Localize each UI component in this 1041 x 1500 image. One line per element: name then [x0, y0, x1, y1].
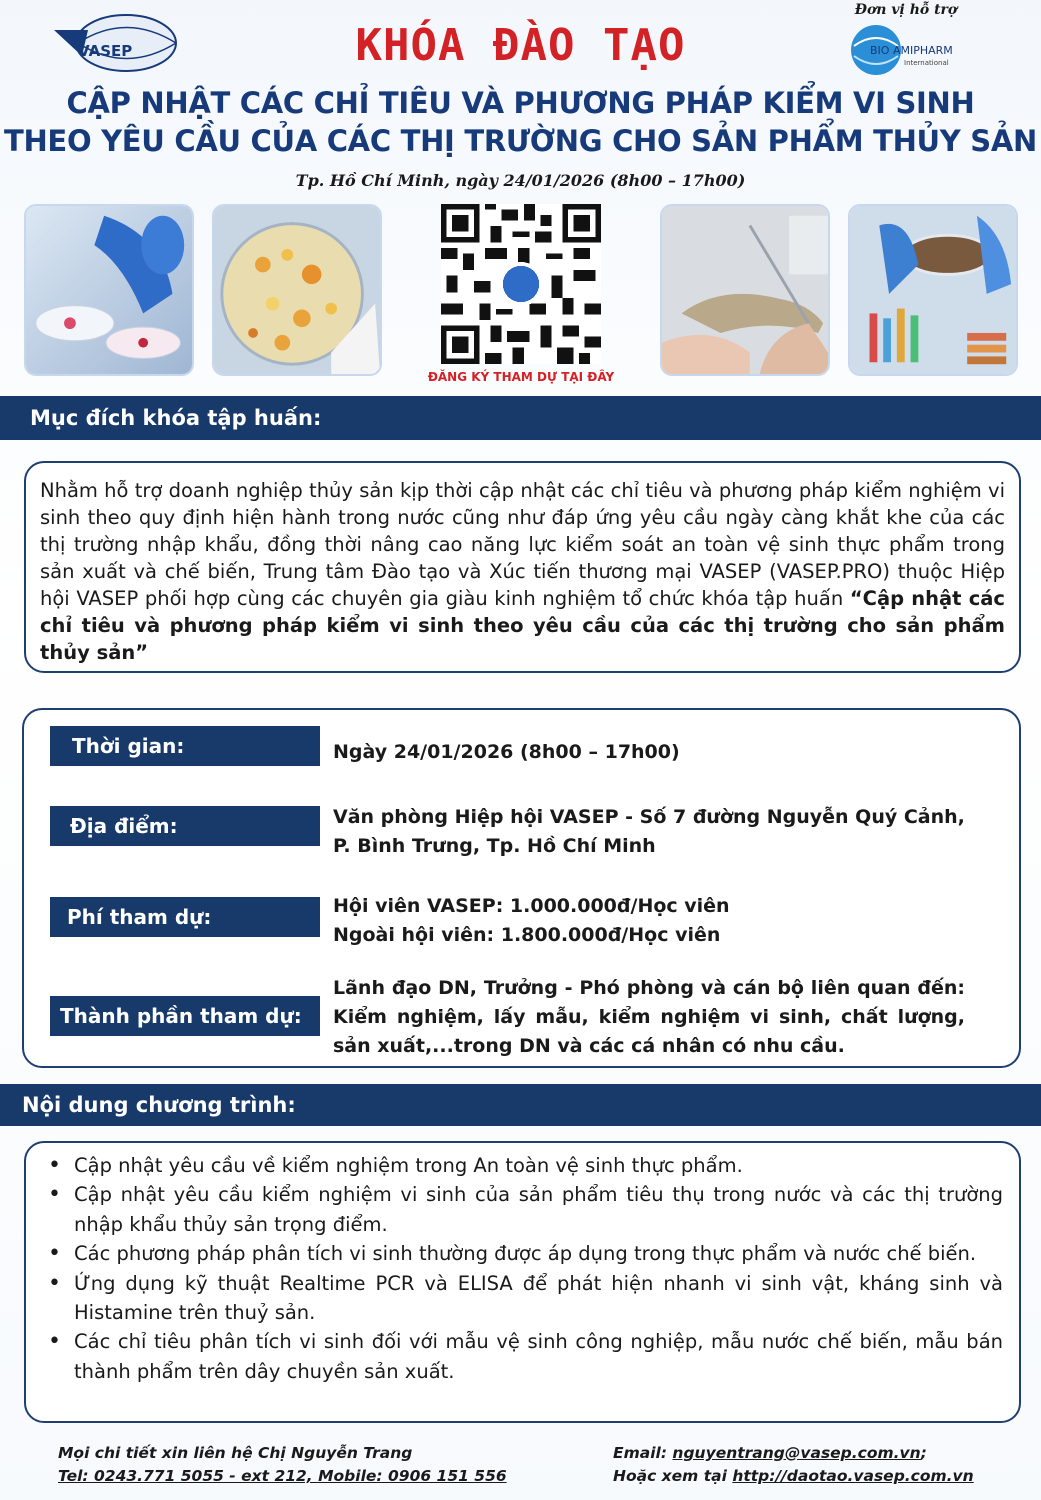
- vasep-logo-text: VASEP: [78, 42, 133, 60]
- program-list: [48, 1151, 1003, 1386]
- contact-person: Mọi chi tiết xin liên hệ Chị Nguyễn Trang: [58, 1444, 413, 1462]
- footer-contact: [58, 1442, 507, 1488]
- time-label: Thời gian:: [50, 726, 320, 766]
- bacteria-colony-photo: [212, 204, 382, 376]
- program-heading: Nội dung chương trình:: [0, 1084, 1041, 1126]
- attendees-label: Thành phần tham dự:: [50, 996, 320, 1036]
- program-item: • Ứng dụng kỹ thuật Realtime PCR và ELISA để phát hiện nhanh vi sinh vật, kháng sinh và Histamine trên thuỷ sản.: [48, 1269, 1003, 1328]
- website-line: [613, 1465, 974, 1488]
- contact-phone[interactable]: Tel: 0243.771 5055 - ext 212, Mobile: 0906 151 556: [58, 1467, 507, 1485]
- website-prefix: Hoặc xem tại: [613, 1467, 733, 1485]
- program-item: • Cập nhật yêu cầu kiểm nghiệm vi sinh của sản phẩm tiêu thụ trong nước và các thị trường nhập khẩu thủy sản trọng điểm.: [48, 1180, 1003, 1239]
- fee-non-member: Ngoài hội viên: 1.800.000đ/Học viên: [333, 924, 721, 946]
- attendees-value: Lãnh đạo DN, Trưởng - Phó phòng và cán bộ liên quan đến: Kiểm nghiệm, lấy mẫu, kiểm nghiệm vi sinh, chất lượng, sản xuất,...trong DN và các cá nhân có nhu cầu.: [333, 977, 965, 1057]
- email-line: [613, 1442, 974, 1465]
- shrimp-inspection-photo: [660, 204, 830, 376]
- purpose-text: [40, 477, 1005, 666]
- sponsor-label: Đơn vị hỗ trợ: [854, 2, 958, 18]
- bio-logo-text: BIO AMIPHARM: [870, 44, 953, 57]
- location-value: [333, 803, 965, 861]
- lab-petri-photo: [24, 204, 194, 376]
- purpose-body: Nhằm hỗ trợ doanh nghiệp thủy sản kịp thời cập nhật các chỉ tiêu và phương pháp kiểm nghiệm vi sinh theo quy định hiện hành trong nước cũng như đáp ứng yêu cầu ngày càng khắt khe của các thị trường nhập khẩu, đồng thời nâng cao năng lực kiểm soát an toàn vệ sinh thực phẩm trong sản xuất và chế biến, Trung tâm Đào tạo và Xúc tiến thương mại VASEP (VASEP.PRO) thuộc Hiệp hội VASEP phối hợp cùng các chuyên gia giàu kinh nghiệm tổ chức khóa tập huấn: [40, 479, 1005, 610]
- location-line-1: Văn phòng Hiệp hội VASEP - Số 7 đường Nguyễn Quý Cảnh,: [333, 806, 965, 828]
- title-line-1: CẬP NHẬT CÁC CHỈ TIÊU VÀ PHƯƠNG PHÁP KIỂM VI SINH: [66, 86, 975, 120]
- footer-links: [613, 1442, 974, 1488]
- qr-caption: ĐĂNG KÝ THAM DỰ TẠI ĐÂY: [427, 370, 615, 384]
- lab-test-tubes-photo: [848, 204, 1018, 376]
- program-box: [24, 1141, 1021, 1423]
- purpose-heading: Mục đích khóa tập huấn:: [0, 396, 1041, 440]
- bio-logo-subtext: International: [904, 59, 949, 67]
- registration-qr-code[interactable]: [441, 204, 601, 364]
- email-suffix: ;: [920, 1444, 927, 1462]
- date-line: Tp. Hồ Chí Minh, ngày 24/01/2026 (8h00 – 17h00): [295, 171, 746, 190]
- website-link[interactable]: http://daotao.vasep.com.vn: [732, 1467, 974, 1485]
- purpose-box: [24, 461, 1021, 673]
- fee-member: Hội viên VASEP: 1.000.000đ/Học viên: [333, 895, 730, 917]
- purpose-course-name: “Cập nhật các chỉ tiêu và phương pháp kiểm vi sinh theo yêu cầu của các thị trường cho sản phẩm thủy sản”: [40, 587, 1005, 664]
- location-label: Địa điểm:: [50, 806, 320, 846]
- fee-label: Phí tham dự:: [50, 897, 320, 937]
- title-line-2: THEO YÊU CẦU CỦA CÁC THỊ TRƯỜNG CHO SẢN PHẨM THỦY SẢN: [3, 124, 1037, 158]
- email-link[interactable]: nguyentrang@vasep.com.vn: [672, 1444, 921, 1462]
- program-item: • Các chỉ tiêu phân tích vi sinh đối với mẫu vệ sinh công nghiệp, mẫu nước chế biến, mẫu bán thành phẩm trên dây chuyền sản xuất.: [48, 1327, 1003, 1386]
- program-item: • Các phương pháp phân tích vi sinh thường được áp dụng trong thực phẩm và nước chế biến.: [48, 1239, 1003, 1268]
- info-box: [22, 708, 1021, 1068]
- fee-value: [333, 892, 965, 950]
- course-label: KHÓA ĐÀO TẠO: [355, 20, 686, 71]
- email-prefix: Email:: [613, 1444, 673, 1462]
- program-item: • Cập nhật yêu cầu về kiểm nghiệm trong An toàn vệ sinh thực phẩm.: [48, 1151, 1003, 1180]
- time-value: Ngày 24/01/2026 (8h00 – 17h00): [333, 741, 680, 763]
- location-line-2: P. Bình Trưng, Tp. Hồ Chí Minh: [333, 835, 656, 857]
